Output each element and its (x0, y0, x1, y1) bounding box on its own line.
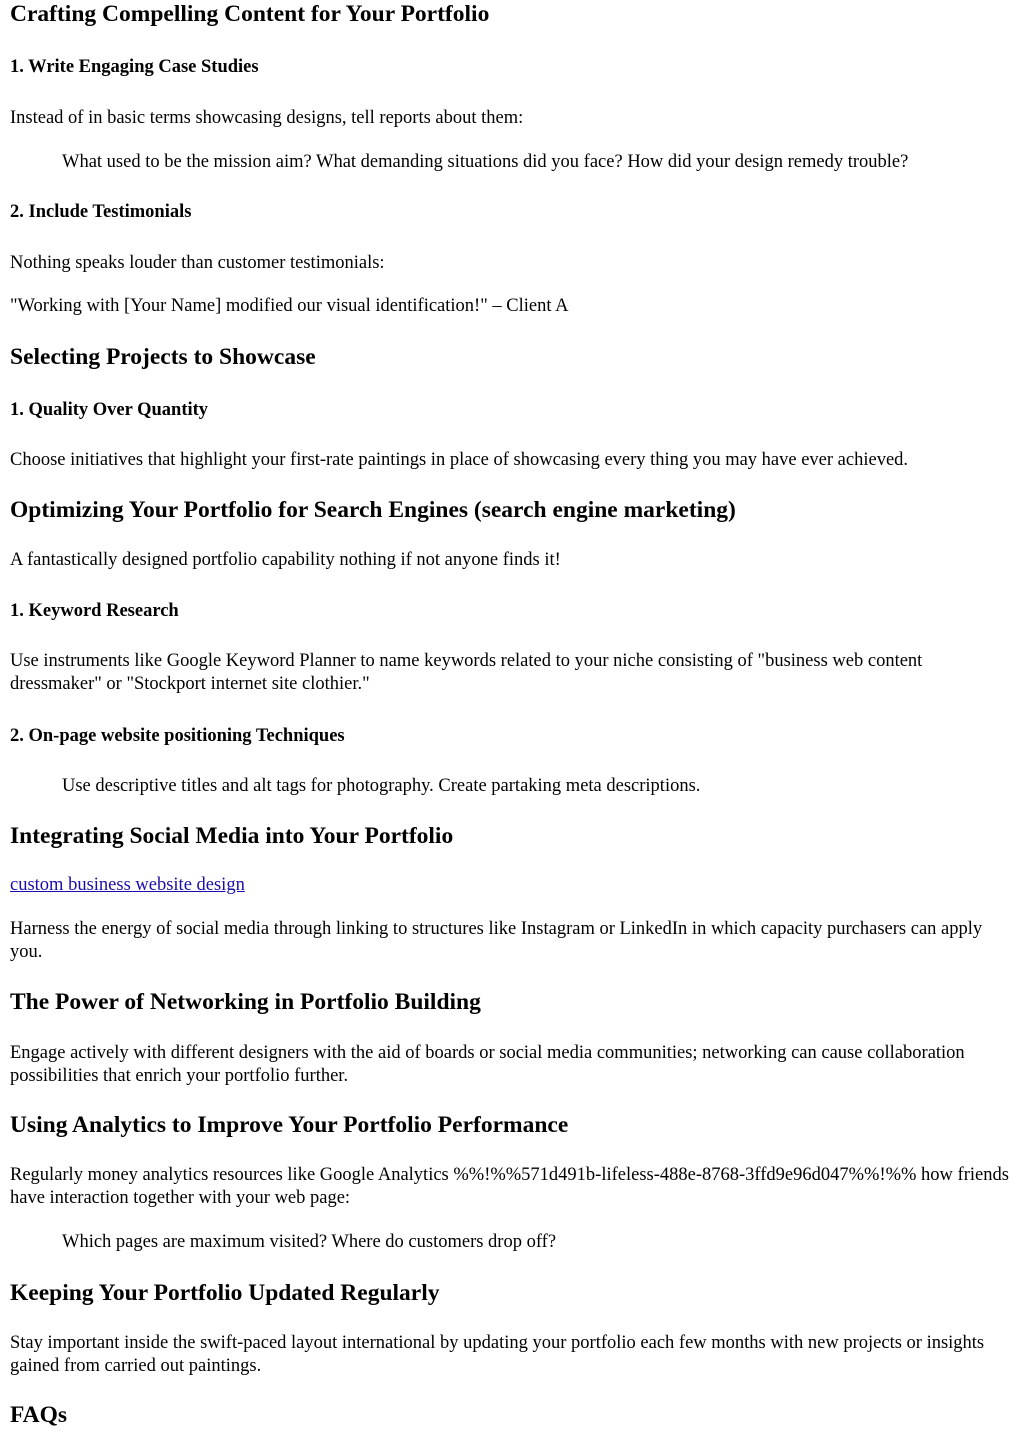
paragraph-updated: Stay important inside the swift-paced layout international by updating your portfolio each few months with new projects or insights gained from carried out paintings. (10, 1333, 985, 1376)
section-title-selecting: Selecting Projects to Showcase (10, 344, 316, 370)
paragraph-testimonial-quote: "Working with [Your Name] modified our visual identification!" – Client A (10, 296, 569, 316)
blockquote-analytics: Which pages are maximum visited? Where do customers drop off? (62, 1232, 557, 1252)
paragraph-case-studies-intro: Instead of in basic terms showcasing designs, tell reports about them: (10, 108, 524, 128)
paragraph-seo-intro: A fantastically designed portfolio capability nothing if not anyone finds it! (10, 550, 561, 570)
subheading-case-studies: 1. Write Engaging Case Studies (10, 57, 259, 77)
paragraph-social: Harness the energy of social media through linking to structures like Instagram or LinkedIn in which capacity purchasers can apply you. (10, 919, 983, 962)
section-title-seo: Optimizing Your Portfolio for Search Engines (search engine marketing) (10, 497, 736, 523)
subheading-onpage: 2. On-page website positioning Techniques (10, 726, 345, 746)
section-title-social: Integrating Social Media into Your Portfolio (10, 823, 454, 849)
paragraph-quality: Choose initiatives that highlight your first-rate paintings in place of showcasing every thing you may have ever achieved. (10, 450, 909, 470)
paragraph-analytics: Regularly money analytics resources like Google Analytics %%!%%571d491b-lifeless-488e-8768-3ffd9e96d047%%!%% how friends have interaction together with your web page: (10, 1165, 1009, 1208)
paragraph-testimonials-intro: Nothing speaks louder than customer testimonials: (10, 253, 385, 273)
subheading-quality: 1. Quality Over Quantity (10, 400, 209, 420)
blockquote-onpage: Use descriptive titles and alt tags for photography. Create partaking meta descriptions. (62, 776, 701, 796)
subheading-keyword-research: 1. Keyword Research (10, 601, 179, 621)
section-title-analytics: Using Analytics to Improve Your Portfolio Performance (10, 1112, 569, 1138)
paragraph-link (10, 874, 1016, 897)
section-title-networking: The Power of Networking in Portfolio Building (10, 989, 481, 1015)
custom-website-design-link[interactable]: custom business website design (10, 875, 245, 895)
section-title-faqs: FAQs (10, 1402, 68, 1428)
blockquote-case-studies: What used to be the mission aim? What demanding situations did you face? How did your design remedy trouble? (62, 152, 909, 172)
section-title-crafting: Crafting Compelling Content for Your Portfolio (10, 1, 490, 27)
paragraph-keyword-research: Use instruments like Google Keyword Planner to name keywords related to your niche consisting of "business web content dressmaker" or "Stockport internet site clothier." (10, 651, 923, 694)
subheading-testimonials: 2. Include Testimonials (10, 202, 192, 222)
section-title-updated: Keeping Your Portfolio Updated Regularly (10, 1280, 440, 1306)
paragraph-networking: Engage actively with different designers with the aid of boards or social media communities; networking can cause collaboration possibilities that enrich your portfolio further. (10, 1043, 965, 1086)
